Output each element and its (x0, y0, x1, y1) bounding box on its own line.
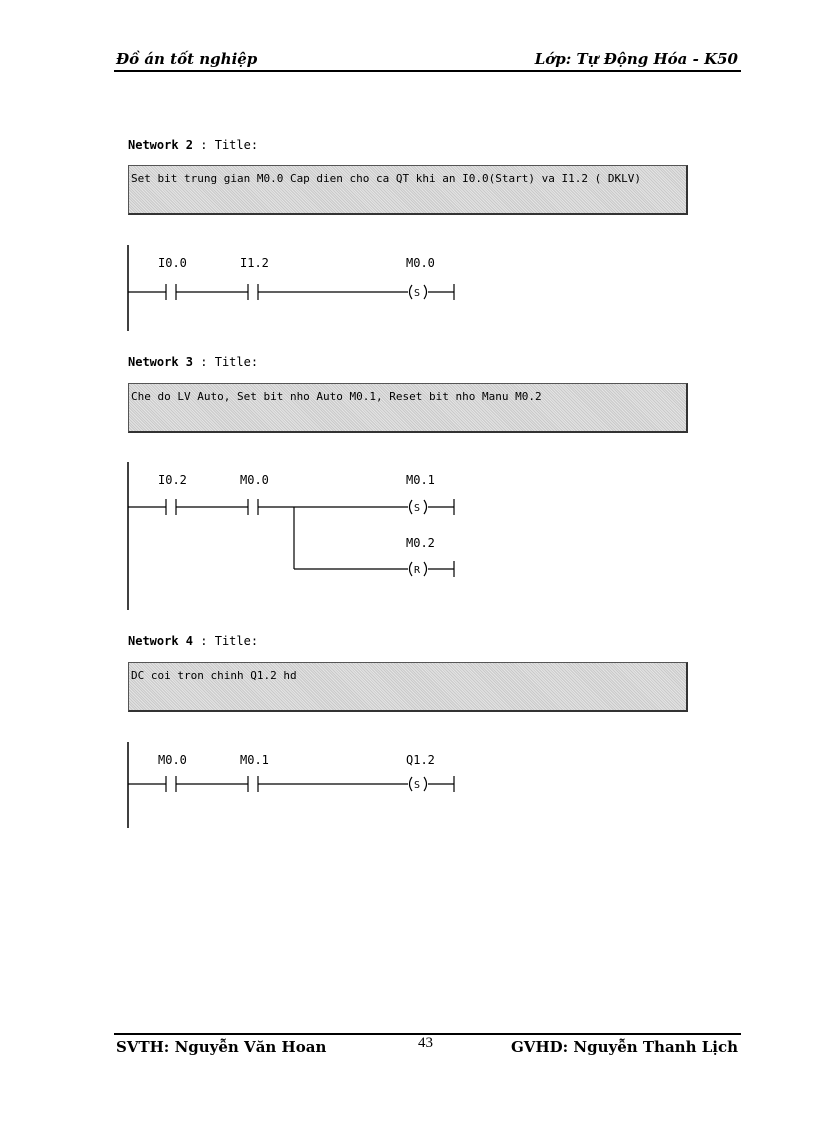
coil-address: M0.1 (406, 473, 435, 487)
contact-address: I0.2 (158, 473, 187, 487)
page-number: 43 (418, 1035, 433, 1051)
coil-type: S (414, 503, 421, 514)
coil-type: S (414, 288, 421, 299)
contact-address: I0.0 (158, 256, 187, 270)
network-2-ladder (120, 245, 480, 335)
network-2-title (128, 138, 258, 152)
network-label: Network 2 (128, 138, 194, 152)
footer-student: SVTH: Nguyễn Văn Hoan (116, 1038, 327, 1056)
coil-address: M0.2 (406, 536, 435, 550)
network-4-title (128, 634, 258, 648)
header-right-class: Lớp: Tự Động Hóa - K50 (534, 50, 738, 68)
network-3-comment: Che do LV Auto, Set bit nho Auto M0.1, Reset bit nho Manu M0.2 (128, 383, 688, 433)
network-title-text: : Title: (200, 634, 259, 648)
coil-type: R (414, 565, 421, 576)
contact-address: M0.1 (240, 753, 269, 767)
network-title-text: : Title: (200, 138, 259, 152)
header-rule (114, 70, 741, 72)
contact-address: M0.0 (158, 753, 187, 767)
coil-address: Q1.2 (406, 753, 435, 767)
network-label: Network 4 (128, 634, 194, 648)
network-2-comment: Set bit trung gian M0.0 Cap dien cho ca QT khi an I0.0(Start) va I1.2 ( DKLV) (128, 165, 688, 215)
network-title-text: : Title: (200, 355, 259, 369)
contact-no (248, 499, 258, 515)
coil-address: M0.0 (406, 256, 435, 270)
contact-no (166, 776, 176, 792)
contact-no (166, 284, 176, 300)
network-4-ladder (120, 742, 480, 832)
contact-no (248, 284, 258, 300)
header-left-title: Đồ án tốt nghiệp (116, 50, 258, 68)
contact-no (166, 499, 176, 515)
contact-address: M0.0 (240, 473, 269, 487)
network-3-ladder (120, 462, 480, 612)
network-3-title (128, 355, 258, 369)
contact-address: I1.2 (240, 256, 269, 270)
network-4-comment: DC coi tron chinh Q1.2 hd (128, 662, 688, 712)
coil-type: S (414, 780, 421, 791)
network-label: Network 3 (128, 355, 194, 369)
footer-advisor: GVHD: Nguyễn Thanh Lịch (511, 1038, 738, 1056)
contact-no (248, 776, 258, 792)
